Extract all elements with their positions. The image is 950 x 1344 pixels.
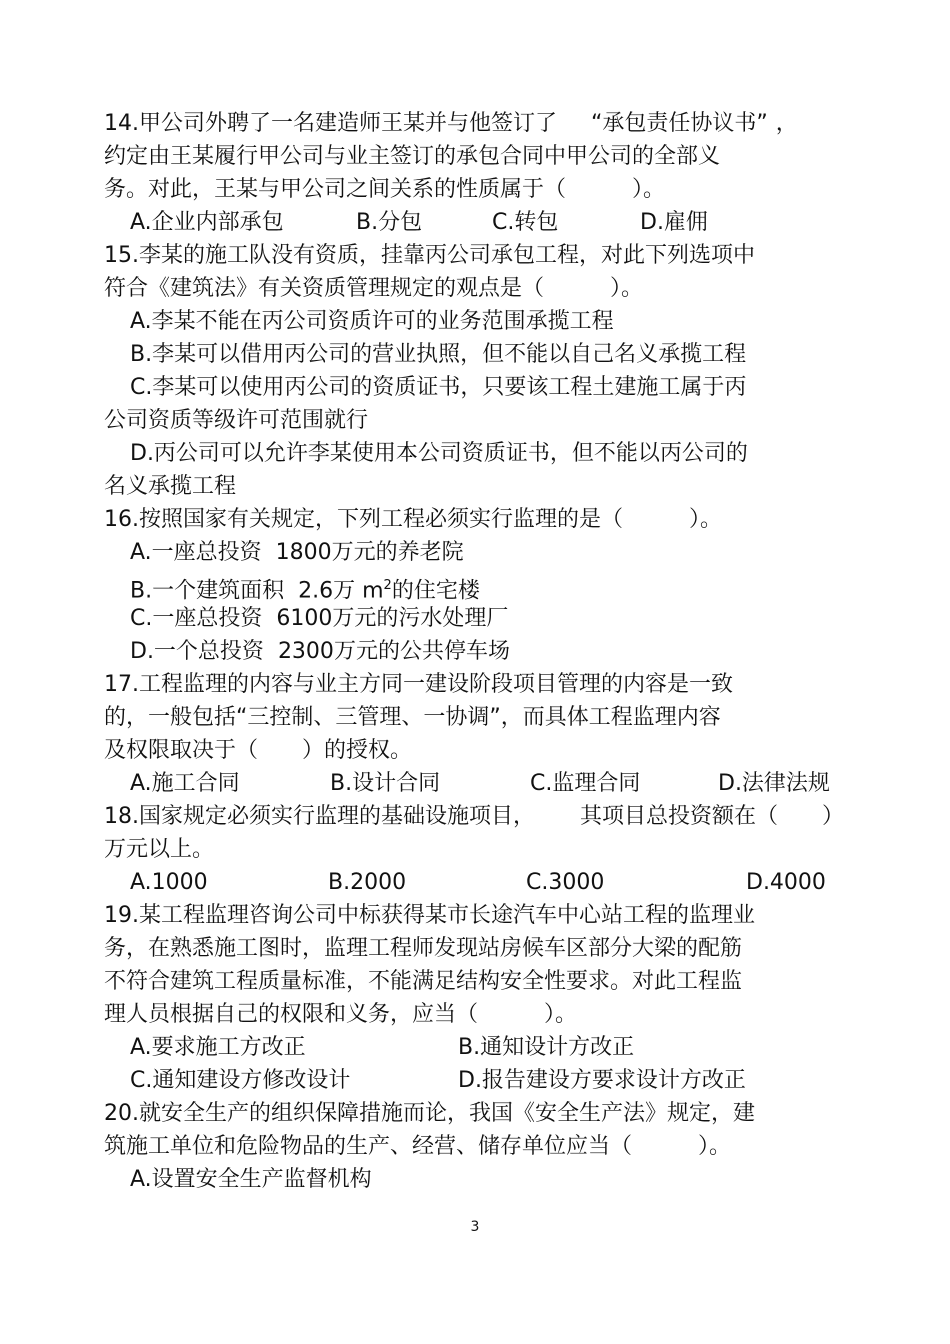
page-number: 3 bbox=[470, 1219, 480, 1235]
q14-line-3: 务。对此，王某与甲公司之间关系的性质属于（ ）。 bbox=[104, 177, 666, 202]
document-page: 14.甲公司外聘了一名建造师王某并与他签订了 “承包责任协议书” ， 约定由王某履行甲公司与业主签订的承包合同中甲公司的全部义 务。对此，王某与甲公司之间关系的性质属于（ ）。 A.企业内部承包 B.分包 C.转包 D.雇佣 15.李某的施工队没有资质，挂靠丙公司承包工程，对此下列选项中 符合《建筑法》有关资质管理规定的观点是（ ）。 A.李某不能在丙公司资质许可的业务范围承揽工程 B.李某可以借用丙公司的营业执照，但不能以自己名义承揽工程 C.李某可以使用丙公司的资质证书，只要该工程土建施工属于丙 公司资质等级许可范围就行 D.丙公司可以允许李某使用本公司资质证书，但不能以丙公司的 名义承揽工程 16.按照国家有关规定，下列工程必须实行监理的是（ ）。 A.一座总投资 1800万元的养老院 B.一个建筑面积 2.6万 $m^2$的住宅楼 C.一座总投资 6100万元的污水处理厂 D.一个总投资 2300万元的公共停车场 17.工程监理的内容与业主方同一建设阶段项目管理的内容是一致 的，一般包括“三控制、三管理、一协调”，而具体工程监理内容 及权限取决于（ ）的授权。 A.施工合同 B.设计合同 C.监理合同 D.法律法规 18.国家规定必须实行监理的基础设施项目， 其项目总投资额在（ ） 万元以上。 A.1000 B.2000 C.3000 D.4000 19.某工程监理咨询公司中标获得某市长途汽车中心站工程的监理业 务，在熟悉施工图时，监理工程师发现站房候车区部分大梁的配筋 不符合建筑工程质量标准，不能满足结构安全性要求。对此工程监 理人员根据自己的权限和义务，应当（ ）。 A.要求施工方改正 B.通知设计方改正 C.通知建设方修改设计 D.报告建设方要求设计方改正 20.就安全生产的组织保障措施而论，我国《安全生产法》规定，建 筑施工单位和危险物品的生产、经营、储存单位应当（ ）。 A.设置安全生产监督机构 3 bbox=[0, 0, 950, 1344]
q15-line-1: 15.李某的施工队没有资质，挂靠丙公司承包工程，对此下列选项中 bbox=[104, 243, 755, 268]
q15-option-d-cont: 名义承揽工程 bbox=[104, 474, 237, 499]
q19-option-a: A.要求施工方改正 bbox=[130, 1035, 306, 1060]
q19-line-4: 理人员根据自己的权限和义务，应当（ ）。 bbox=[104, 1002, 578, 1027]
q16-option-a: A.一座总投资 1800万元的养老院 bbox=[130, 540, 464, 565]
q18-option-c: C.3000 bbox=[526, 870, 605, 895]
q16-option-d: D.一个总投资 2300万元的公共停车场 bbox=[130, 639, 510, 664]
q15-option-b: B.李某可以借用丙公司的营业执照，但不能以自己名义承揽工程 bbox=[130, 342, 747, 367]
q18-option-d: D.4000 bbox=[746, 870, 826, 895]
q17-option-c: C.监理合同 bbox=[530, 771, 641, 796]
q18-line-2: 万元以上。 bbox=[104, 837, 215, 862]
q19-line-2: 务，在熟悉施工图时，监理工程师发现站房候车区部分大梁的配筋 bbox=[104, 936, 743, 961]
q15-option-d: D.丙公司可以允许李某使用本公司资质证书，但不能以丙公司的 bbox=[130, 441, 748, 466]
q20-line-2: 筑施工单位和危险物品的生产、经营、储存单位应当（ ）。 bbox=[104, 1134, 732, 1159]
q14-option-a: A.企业内部承包 bbox=[130, 210, 284, 235]
q16-option-c: C.一座总投资 6100万元的污水处理厂 bbox=[130, 606, 509, 631]
q19-option-b: B.通知设计方改正 bbox=[458, 1035, 635, 1060]
q16-option-b: B.一个建筑面积 2.6万 $m^2$的住宅楼 bbox=[130, 578, 480, 604]
q18-option-a: A.1000 bbox=[130, 870, 208, 895]
q15-option-c-cont: 公司资质等级许可范围就行 bbox=[104, 408, 369, 433]
q17-line-1: 17.工程监理的内容与业主方同一建设阶段项目管理的内容是一致 bbox=[104, 672, 733, 697]
q20-option-a: A.设置安全生产监督机构 bbox=[130, 1167, 372, 1192]
q19-line-1: 19.某工程监理咨询公司中标获得某市长途汽车中心站工程的监理业 bbox=[104, 903, 755, 928]
q17-option-d: D.法律法规 bbox=[718, 771, 830, 796]
q18-option-b: B.2000 bbox=[328, 870, 407, 895]
q15-line-2: 符合《建筑法》有关资质管理规定的观点是（ ）。 bbox=[104, 276, 644, 301]
q15-option-a: A.李某不能在丙公司资质许可的业务范围承揽工程 bbox=[130, 309, 614, 334]
q20-line-1: 20.就安全生产的组织保障措施而论，我国《安全生产法》规定，建 bbox=[104, 1101, 755, 1126]
q14-quote: “承包责任协议书” bbox=[591, 111, 768, 136]
q17-line-2: 的，一般包括“三控制、三管理、一协调”，而具体工程监理内容 bbox=[104, 705, 721, 730]
q14-text: 14.甲公司外聘了一名建造师王某并与他签订了 bbox=[104, 111, 557, 136]
q17-option-a: A.施工合同 bbox=[130, 771, 240, 796]
q17-line-3: 及权限取决于（ ）的授权。 bbox=[104, 738, 413, 763]
q19-line-3: 不符合建筑工程质量标准，不能满足结构安全性要求。对此工程监 bbox=[104, 969, 743, 994]
q15-option-c: C.李某可以使用丙公司的资质证书，只要该工程土建施工属于丙 bbox=[130, 375, 747, 400]
q14-option-c: C.转包 bbox=[492, 210, 559, 235]
q17-option-b: B.设计合同 bbox=[330, 771, 441, 796]
q19-option-c: C.通知建设方修改设计 bbox=[130, 1068, 351, 1093]
q14-option-b: B.分包 bbox=[356, 210, 423, 235]
q19-option-d: D.报告建设方要求设计方改正 bbox=[458, 1068, 746, 1093]
q16-line-1: 16.按照国家有关规定，下列工程必须实行监理的是（ ）。 bbox=[104, 507, 722, 532]
q14-line-1: 14.甲公司外聘了一名建造师王某并与他签订了 “承包责任协议书” ， bbox=[104, 111, 798, 136]
q14-option-d: D.雇佣 bbox=[640, 210, 708, 235]
q14-line-2: 约定由王某履行甲公司与业主签订的承包合同中甲公司的全部义 bbox=[104, 144, 721, 169]
